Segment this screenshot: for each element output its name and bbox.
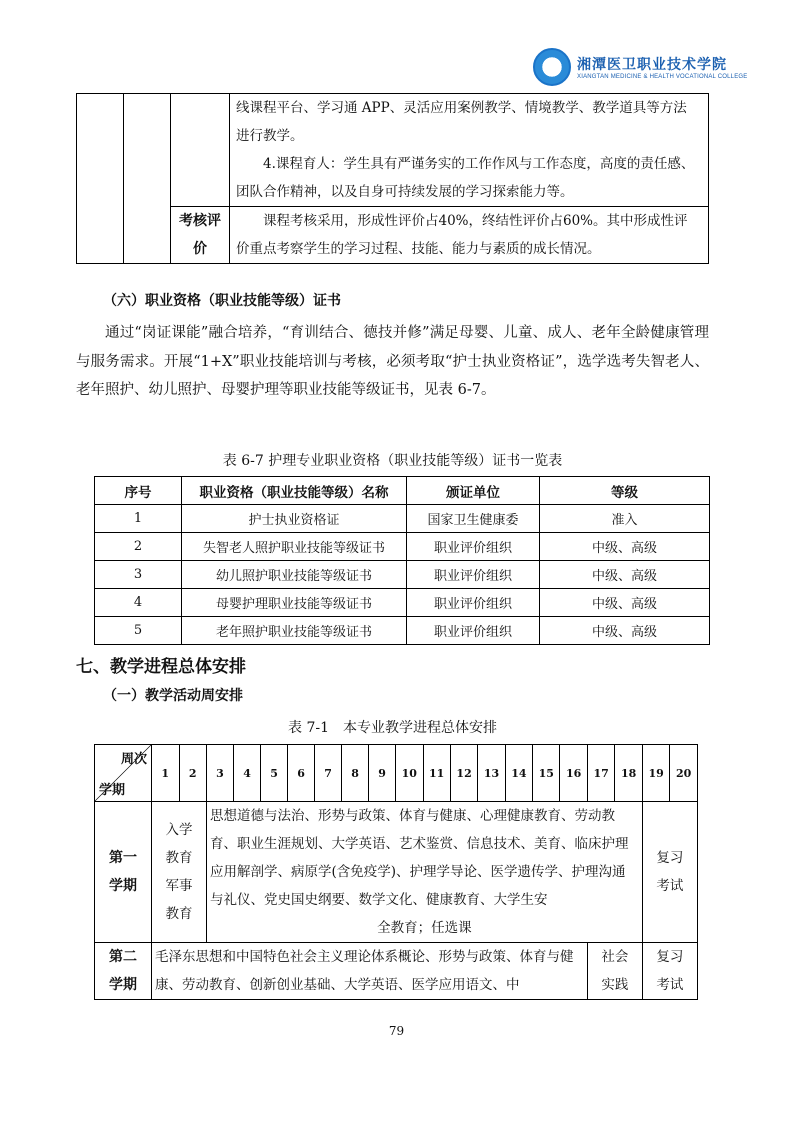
logo-name-cn: 湘潭医卫职业技术学院 bbox=[577, 57, 727, 73]
schedule-table bbox=[94, 744, 698, 1000]
term-2-label: 第二学期 bbox=[108, 949, 137, 993]
certificate-table bbox=[94, 476, 710, 645]
term-2-row bbox=[95, 943, 698, 1000]
corner-cell: 周次 学期 bbox=[95, 745, 151, 801]
table-row: 5 老年照护职业技能等级证书 职业评价组织 中级、高级 bbox=[95, 617, 710, 645]
table-row: 3 幼儿照护职业技能等级证书 职业评价组织 中级、高级 bbox=[95, 561, 710, 589]
eval-label: 考核评价 bbox=[171, 207, 230, 264]
table-header-row: 序号 职业资格（职业技能等级）名称 颁证单位 等级 bbox=[95, 477, 710, 505]
term-1-entry: 入学教育军事教育 bbox=[165, 822, 193, 922]
table-7-1-caption: 表 7-1 本专业教学进程总体安排 bbox=[288, 720, 497, 736]
college-emblem-icon bbox=[533, 48, 571, 86]
term-1-row bbox=[95, 802, 698, 943]
week-header-row: 周次 学期 1 2 3 4 5 6 7 8 9 10 11 12 13 14 15 16 17 18 19 20 bbox=[95, 745, 698, 802]
section-6-heading: （六）职业资格（职业技能等级）证书 bbox=[103, 293, 341, 309]
section-6-paragraph: 通过“岗证课能”融合培养，“育训结合、德技并修”满足母婴、儿童、成人、老年全龄健康管理与服务需求。开展“1+X”职业技能培训与考核，必须考取“护士执业资格证”，选学选考失智老人、老年照护、幼儿照护、母婴护理等职业技能等级证书，见表 6-7。 bbox=[76, 325, 709, 398]
course-continuation-table bbox=[76, 93, 709, 264]
term-2-review: 复习考试 bbox=[656, 949, 684, 993]
page-number: 79 bbox=[388, 1024, 405, 1038]
table-row: 1 护士执业资格证 国家卫生健康委 准入 bbox=[95, 505, 710, 533]
section-7-heading: 七、教学进程总体安排 bbox=[76, 657, 246, 677]
term-2-courses: 毛泽东思想和中国特色社会主义理论体系概论、形势与政策、体育与健康、劳动教育、创新创业基础、大学英语、医学应用语文、中 bbox=[152, 943, 588, 1000]
term-1-label: 第一学期 bbox=[108, 850, 137, 894]
section-7-1-heading: （一）教学活动周安排 bbox=[103, 688, 243, 704]
table-row: 2 失智老人照护职业技能等级证书 职业评价组织 中级、高级 bbox=[95, 533, 710, 561]
term-1-review: 复习考试 bbox=[656, 850, 684, 894]
table-row: 4 母婴护理职业技能等级证书 职业评价组织 中级、高级 bbox=[95, 589, 710, 617]
eval-cell: 课程考核采用，形成性评价占40%，终结性评价占60%。其中形成性评 价重点考察学生的学习过程、技能、能力与素质的成长情况。 bbox=[230, 207, 709, 264]
table-6-7-caption: 表 6-7 护理专业职业资格（职业技能等级）证书一览表 bbox=[222, 453, 563, 469]
term-2-practice: 社会实践 bbox=[601, 949, 629, 993]
teaching-methods-cell: 线课程平台、学习通 APP、灵活应用案例教学、情境教学、教学道具等方法 进行教学。 4.课程育人：学生具有严谨务实的工作作风与工作态度，高度的责任感、 团队合作精神，以及自身可持续发展的学习探索能力等。 bbox=[230, 94, 709, 207]
college-logo bbox=[533, 48, 747, 86]
logo-name-en: XIANGTAN MEDICINE & HEALTH VOCATIONAL COLLEGE bbox=[577, 74, 748, 80]
term-1-courses: 思想道德与法治、形势与政策、体育与健康、心理健康教育、劳动教育、职业生涯规划、大学英语、艺术鉴赏、信息技术、美育、临床护理应用解剖学、病原学(含免疫学)、护理学导论、医学遗传学、护理沟通与礼仪、党史国史纲要、数学文化、健康教育、大学生安 全教育；任选课 bbox=[207, 802, 643, 943]
